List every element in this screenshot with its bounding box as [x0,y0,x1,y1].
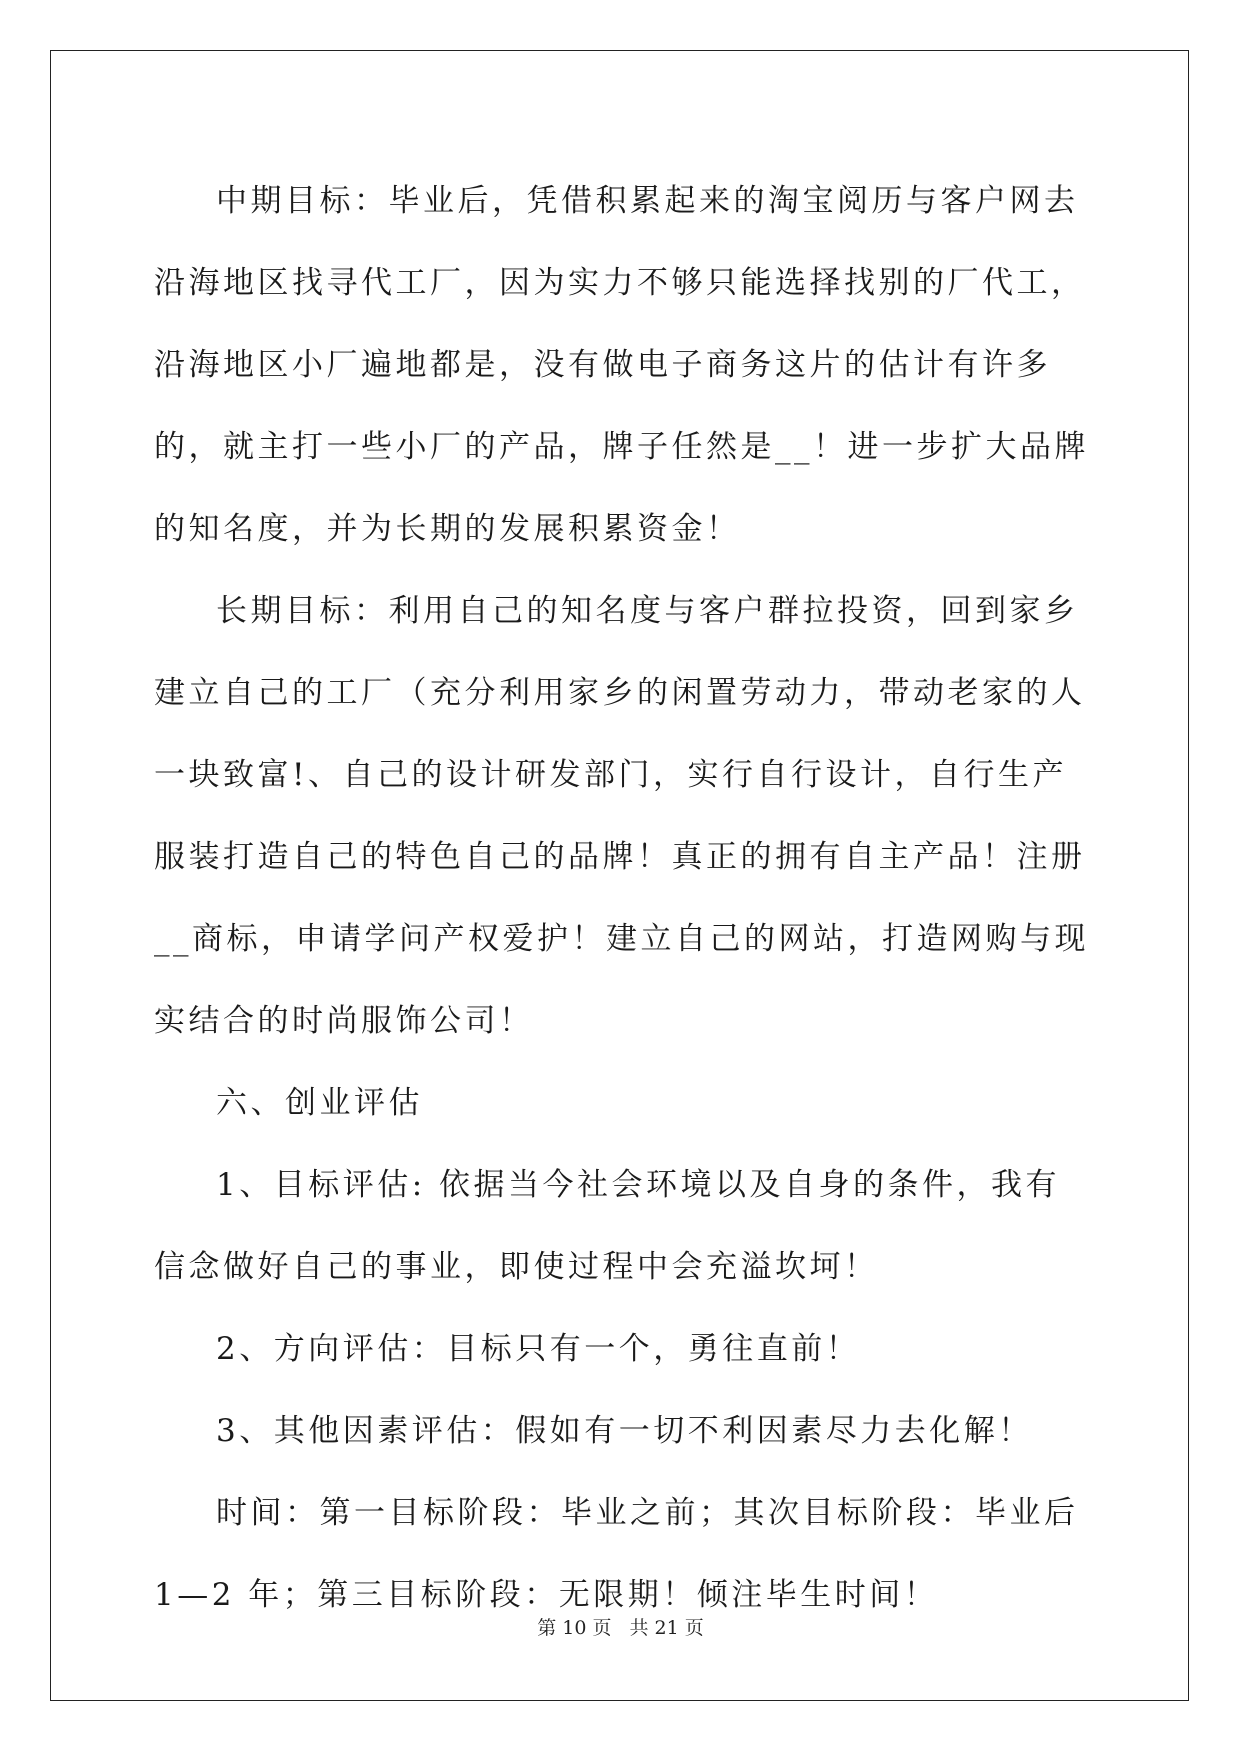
page-footer [0,1613,1241,1640]
paragraph-direction-assessment: 2、方向评估：目标只有一个，勇往直前！ [216,1331,861,1367]
paragraph-long-term-goal: 长期目标：利用自己的知名度与客户群拉投资，回到家乡建立自己的工厂（充分利用家乡的闲置劳动力，带动老家的人一块致富!、自己的设计研发部门，实行自行设计，自行生产服装打造自己的特色自己的品牌！真正的拥有自主产品！注册__商标，申请学问产权爱护！建立自己的网站，打造网购与现实结合的时尚服饰公司！ [154,593,1089,1039]
paragraph-other-factors-assessment: 3、其他因素评估：假如有一切不利因素尽力去化解！ [216,1413,1033,1449]
paragraph-goal-assessment: 1、目标评估: 依据当今社会环境以及自身的条件，我有信念做好自己的事业，即使过程中会充溢坎坷！ [154,1167,1061,1285]
section-heading-startup-assessment: 六、创业评估 [216,1085,423,1121]
document-body [154,160,1090,1636]
page-number: 第 10 页 [537,1617,612,1639]
paragraph-mid-term-goal: 中期目标：毕业后，凭借积累起来的淘宝阅历与客户网去沿海地区找寻代工厂，因为实力不够只能选择找别的厂代工，沿海地区小厂遍地都是，没有做电子商务这片的估计有许多的，就主打一些小厂的产品，牌子任然是__！进一步扩大品牌的知名度，并为长期的发展积累资金！ [154,183,1089,547]
page-total: 共 21 页 [629,1617,704,1639]
paragraph-timeline: 时间：第一目标阶段：毕业之前；其次目标阶段：毕业后 1—2 年；第三目标阶段：无限期！倾注毕生时间！ [154,1495,1079,1613]
